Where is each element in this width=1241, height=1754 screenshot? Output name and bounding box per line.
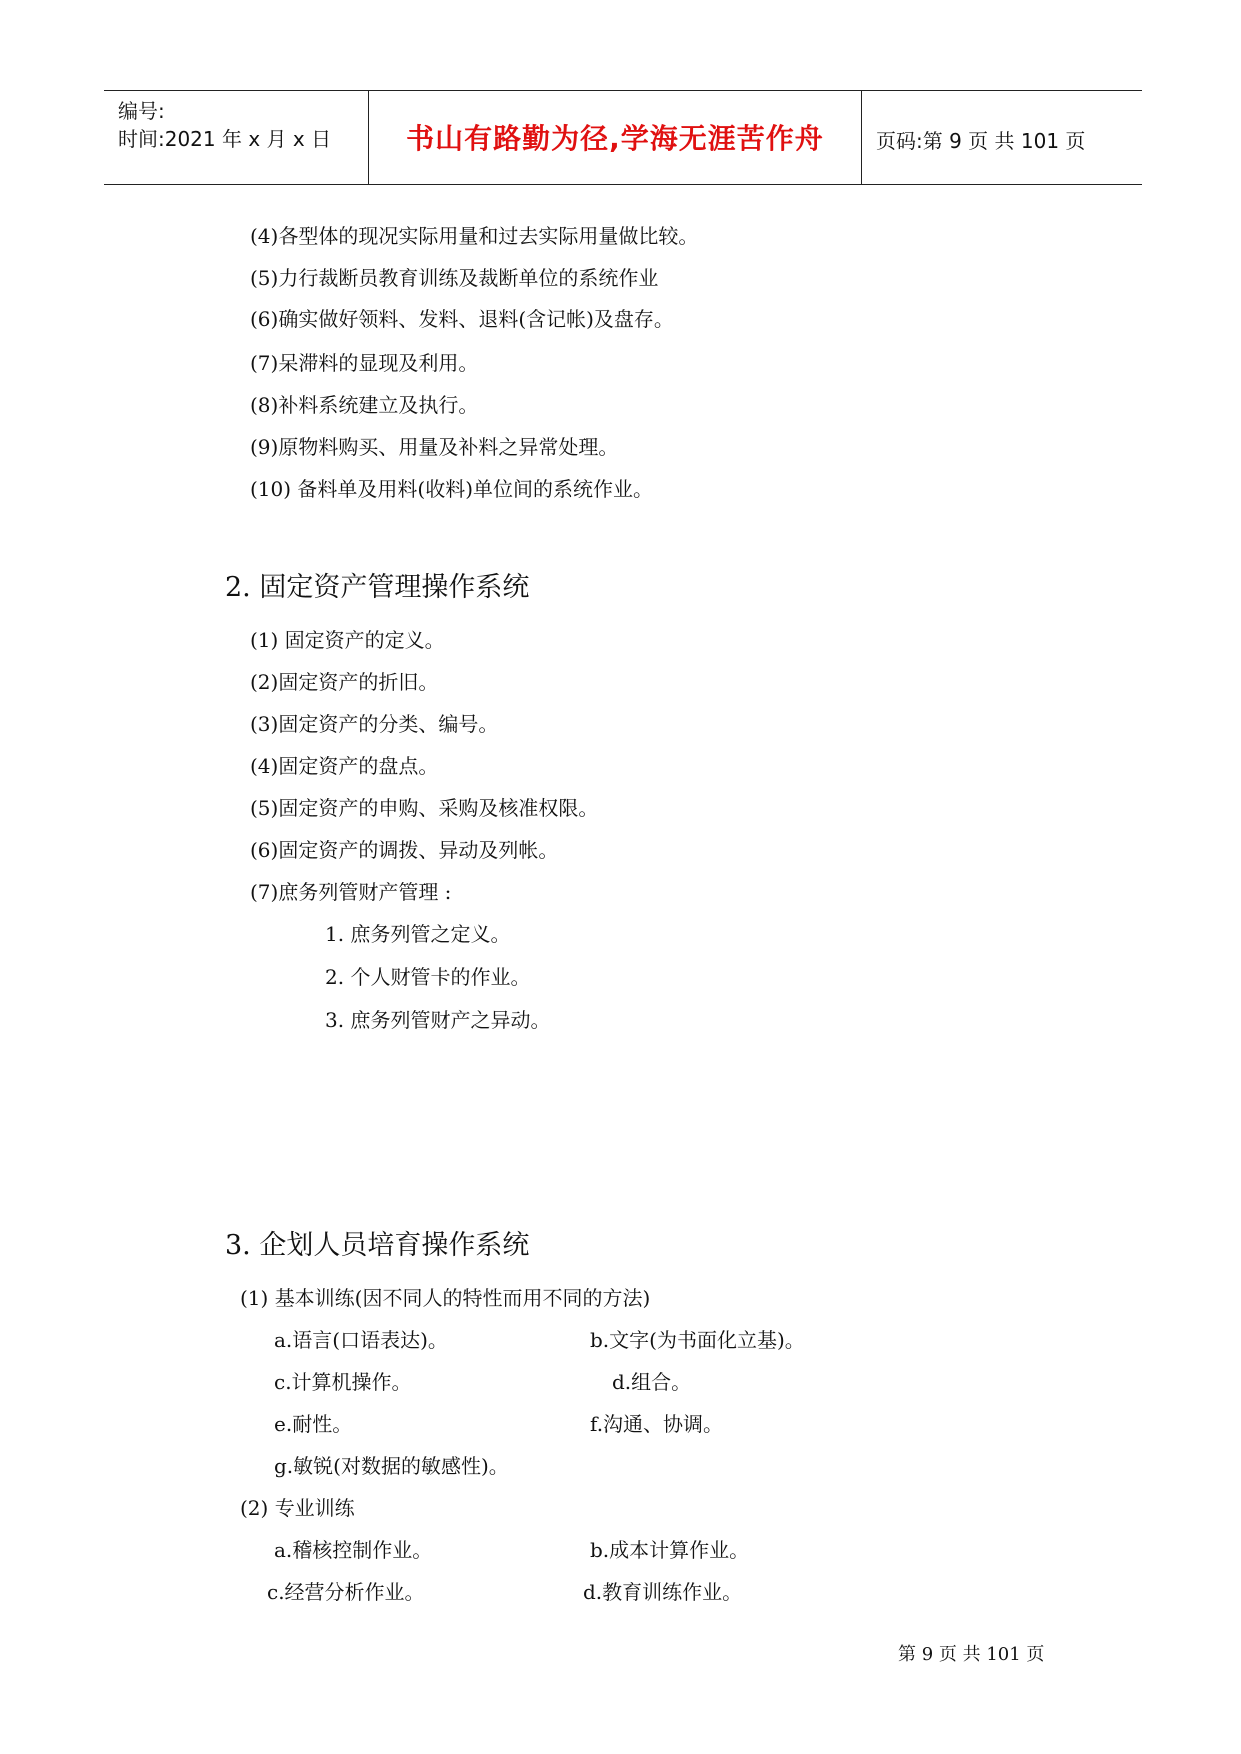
list-item: a.语言(口语表达)。 — [274, 1328, 448, 1352]
list-item: (6)确实做好领料、发料、退料(含记帐)及盘存。 — [250, 307, 674, 331]
list-item: c.计算机操作。 — [274, 1370, 412, 1394]
list-item: (3)固定资产的分类、编号。 — [250, 712, 499, 736]
list-item: g.敏锐(对数据的敏感性)。 — [274, 1454, 509, 1478]
list-item: b.文字(为书面化立基)。 — [590, 1328, 805, 1352]
list-item: d.组合。 — [612, 1370, 692, 1394]
header-page-cell — [862, 91, 1142, 184]
list-item: e.耐性。 — [274, 1412, 353, 1436]
list-item: (5)固定资产的申购、采购及核准权限。 — [250, 796, 599, 820]
motto: 书山有路勤为径,学海无涯苦作舟 — [406, 122, 824, 155]
list-item: d.教育训练作业。 — [583, 1580, 743, 1604]
list-item: (8)补料系统建立及执行。 — [250, 393, 479, 417]
list-item: (2)固定资产的折旧。 — [250, 670, 439, 694]
number-label: 编号: — [118, 99, 165, 123]
document-header — [104, 90, 1142, 185]
sub-list-item: 2. 个人财管卡的作业。 — [325, 965, 531, 989]
list-item: (1) 固定资产的定义。 — [250, 628, 445, 652]
page-code: 页码:第 9 页 共 101 页 — [876, 129, 1086, 153]
list-item: b.成本计算作业。 — [590, 1538, 750, 1562]
list-item: (9)原物料购买、用量及补料之异常处理。 — [250, 435, 619, 459]
sub-list-item: 1. 庶务列管之定义。 — [325, 922, 511, 946]
sub-list-item: 3. 庶务列管财产之异动。 — [325, 1008, 551, 1032]
section-heading: 3. 企划人员培育操作系统 — [225, 1230, 530, 1261]
page-footer: 第 9 页 共 101 页 — [898, 1644, 1045, 1665]
section-heading: 2. 固定资产管理操作系统 — [225, 572, 530, 603]
list-item: (4)固定资产的盘点。 — [250, 754, 439, 778]
header-motto-cell — [369, 91, 862, 184]
list-item: c.经营分析作业。 — [267, 1580, 425, 1604]
header-meta-cell — [104, 91, 369, 184]
list-item: (4)各型体的现况实际用量和过去实际用量做比较。 — [250, 224, 699, 248]
list-item: f.沟通、协调。 — [590, 1412, 724, 1436]
list-item: (7)呆滞料的显现及利用。 — [250, 351, 479, 375]
list-item: (6)固定资产的调拨、异动及列帐。 — [250, 838, 559, 862]
subsection-title: (2) 专业训练 — [240, 1496, 355, 1520]
subsection-title: (1) 基本训练(因不同人的特性而用不同的方法) — [240, 1286, 651, 1310]
list-item: (7)庶务列管财产管理 : — [250, 880, 452, 904]
list-item: (10) 备料单及用料(收料)单位间的系统作业。 — [250, 477, 654, 501]
list-item: (5)力行裁断员教育训练及裁断单位的系统作业 — [250, 266, 659, 290]
list-item: a.稽核控制作业。 — [274, 1538, 433, 1562]
time-label: 时间:2021 年 x 月 x 日 — [118, 127, 332, 151]
